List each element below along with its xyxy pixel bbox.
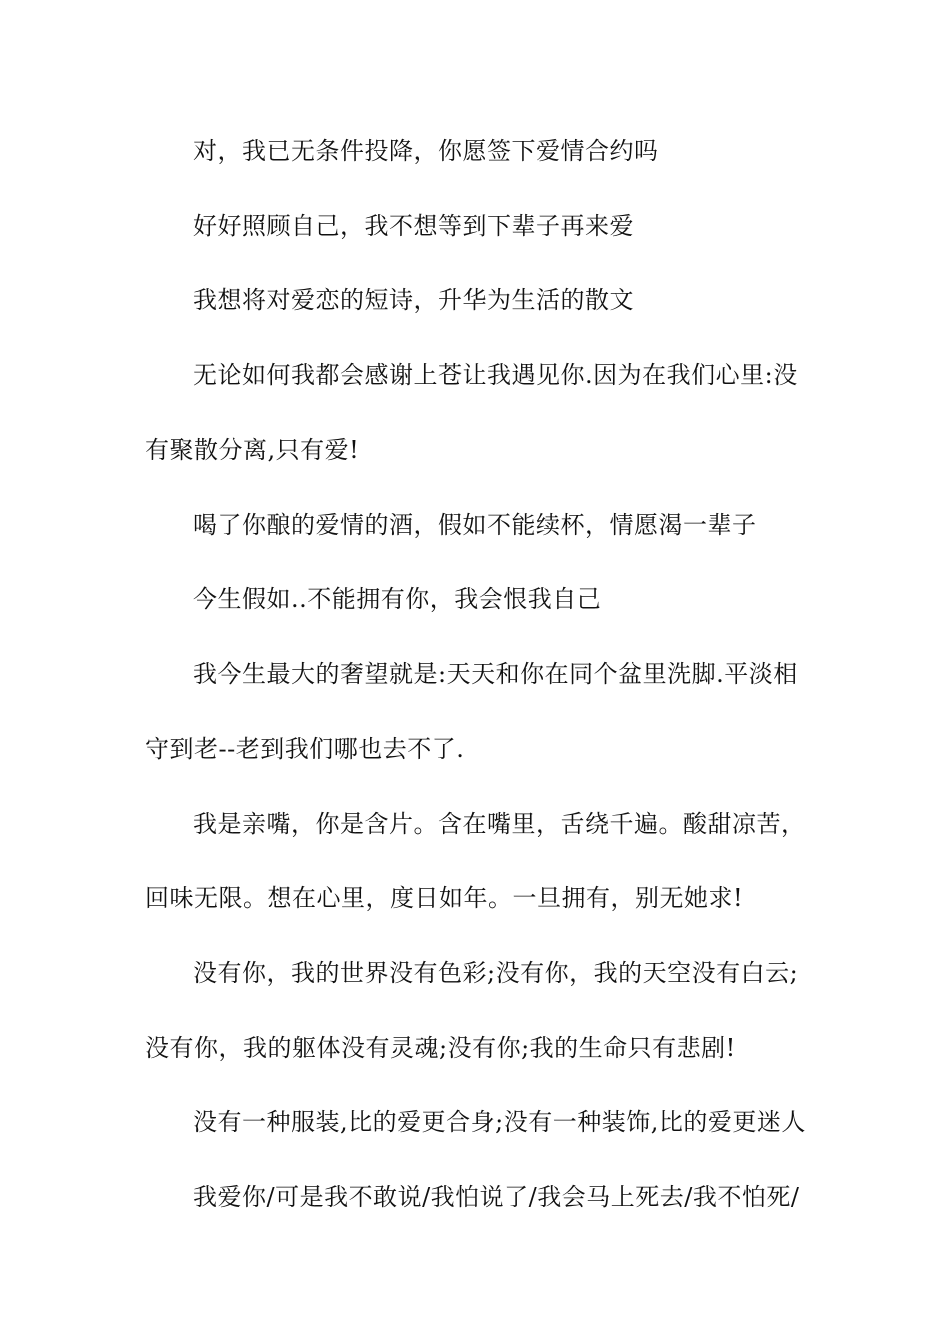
text-line: 回味无限。想在心里，度日如年。一旦拥有，别无她求! <box>145 884 744 912</box>
text-line: 守到老--老到我们哪也去不了. <box>145 735 465 763</box>
text-line: 没有你，我的躯体没有灵魂;没有你;我的生命只有悲剧! <box>145 1034 736 1062</box>
text-line: 没有一种服装,比的爱更合身;没有一种装饰,比的爱更迷人 <box>193 1108 806 1136</box>
text-line: 我今生最大的奢望就是:天天和你在同个盆里洗脚.平淡相 <box>193 660 798 688</box>
text-line: 对，我已无条件投降，你愿签下爱情合约吗 <box>193 137 659 165</box>
text-line: 我爱你/可是我不敢说/我怕说了/我会马上死去/我不怕死/ <box>193 1183 800 1211</box>
text-line: 无论如何我都会感谢上苍让我遇见你.因为在我们心里:没 <box>193 361 798 389</box>
text-line: 有聚散分离,只有爱! <box>145 436 360 464</box>
text-line: 喝了你酿的爱情的酒，假如不能续杯，情愿渴一辈子 <box>193 511 757 539</box>
text-line: 今生假如..不能拥有你，我会恨我自己 <box>193 585 602 613</box>
text-line: 我是亲嘴，你是含片。含在嘴里，舌绕千遍。酸甜凉苦， <box>193 810 806 838</box>
text-line: 好好照顾自己，我不想等到下辈子再来爱 <box>193 212 634 240</box>
text-line: 我想将对爱恋的短诗，升华为生活的散文 <box>193 286 634 314</box>
text-line: 没有你，我的世界没有色彩;没有你，我的天空没有白云; <box>193 959 799 987</box>
